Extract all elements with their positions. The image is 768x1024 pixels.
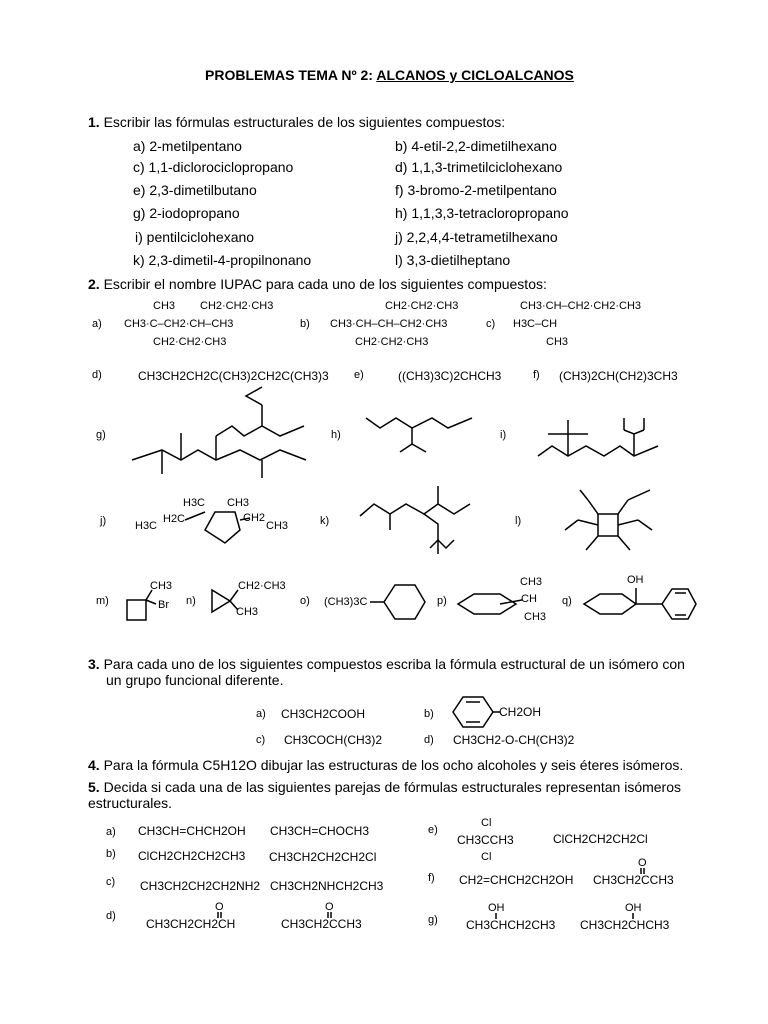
label-n: n) xyxy=(186,595,196,607)
formula-c-main: H3C–CH xyxy=(513,318,558,330)
p-ch: CH xyxy=(521,593,537,605)
label-m: m) xyxy=(96,595,109,607)
label-c: c) xyxy=(486,318,496,330)
formula-e: ((CH3)3C)2CHCH3 xyxy=(398,369,502,383)
formula-b-top: CH2·CH2·CH3 xyxy=(385,300,459,312)
q5-e2: ClCH2CH2CH2Cl xyxy=(553,832,648,846)
m-br: Br xyxy=(158,599,169,611)
question-3: 3. Para cada uno de los siguientes compuestos escriba la fórmula estructural de un isómero con xyxy=(88,656,685,672)
q3-label-d: d) xyxy=(424,734,434,746)
q3-formula-a: CH3CH2COOH xyxy=(281,707,366,721)
list-item: l) 3,3-dietilheptano xyxy=(395,252,511,268)
formula-a-main: CH3·C–CH2·CH–CH3 xyxy=(124,318,234,330)
q5-label-b: b) xyxy=(106,848,116,860)
question-5: 5. Decida si cada una de las siguientes parejas de fórmulas estructurales representan isómeros xyxy=(88,779,681,795)
q5-d1: CH3CH2CH2CH xyxy=(146,917,236,931)
j-h2c: H2C xyxy=(163,513,186,525)
q5-label-d: d) xyxy=(106,910,116,922)
q5-a2: CH3CH=CHOCH3 xyxy=(270,824,370,838)
j-h3c-left: H3C xyxy=(135,520,158,532)
label-p: p) xyxy=(437,595,447,607)
o-substituent: (CH3)3C xyxy=(324,596,368,608)
n-ch2ch3: CH2·CH3 xyxy=(238,580,286,592)
list-item: h) 1,1,3,3-tetracloropropano xyxy=(395,205,569,221)
q5-g-oh2: OH xyxy=(625,902,642,914)
question-3-line2: un grupo funcional diferente. xyxy=(106,672,284,688)
label-l: l) xyxy=(515,515,522,527)
q5-label-c: c) xyxy=(106,876,116,888)
q5-b2: CH3CH2CH2CH2Cl xyxy=(269,850,377,864)
q3-formula-c: CH3COCH(CH3)2 xyxy=(284,733,383,747)
q5-b1: ClCH2CH2CH2CH3 xyxy=(138,849,246,863)
list-item: f) 3-bromo-2-metilpentano xyxy=(395,182,557,198)
question-5-line2: estructurales. xyxy=(88,795,173,811)
q5-e-cl-bot: Cl xyxy=(481,851,492,863)
formula-f: (CH3)2CH(CH2)3CH3 xyxy=(559,369,678,383)
q5-c1: CH3CH2CH2CH2NH2 xyxy=(140,879,261,893)
label-b: b) xyxy=(300,318,310,330)
q3-label-b: b) xyxy=(424,708,434,720)
q5-f2: CH3CH2CCH3 xyxy=(593,873,674,887)
q5-f-o: O xyxy=(638,857,647,869)
q5-label-f: f) xyxy=(428,872,435,884)
list-item: j) 2,2,4,4-tetrametilhexano xyxy=(395,229,558,245)
question-2: 2. Escribir el nombre IUPAC para cada uno de los siguientes compuestos: xyxy=(88,276,547,292)
label-f: f) xyxy=(533,369,540,381)
p-ch3-bot: CH3 xyxy=(524,611,547,623)
formula-c-bot: CH3 xyxy=(546,336,569,348)
q5-c2: CH3CH2NHCH2CH3 xyxy=(270,879,384,893)
q5-d2: CH3CH2CCH3 xyxy=(281,917,362,931)
label-d: d) xyxy=(92,369,102,381)
q5-e-cl-top: Cl xyxy=(481,817,492,829)
q5-g2: CH3CH2CHCH3 xyxy=(580,918,670,932)
list-item: c) 1,1-diclorociclopropano xyxy=(133,159,294,175)
list-item: g) 2-iodopropano xyxy=(133,205,240,221)
q3-label-a: a) xyxy=(256,708,266,720)
page-title: PROBLEMAS TEMA Nº 2: ALCANOS y CICLOALCANOS xyxy=(205,67,574,83)
list-item: d) 1,1,3-trimetilciclohexano xyxy=(395,159,563,175)
label-k: k) xyxy=(320,515,330,527)
q3-formula-b: CH2OH xyxy=(499,705,542,719)
j-ch3-right: CH3 xyxy=(266,520,289,532)
q5-d-o1: O xyxy=(215,901,224,913)
formula-b-main: CH3·CH–CH–CH2·CH3 xyxy=(330,318,448,330)
label-q: q) xyxy=(562,595,572,607)
q5-label-e: e) xyxy=(428,824,438,836)
list-item: e) 2,3-dimetilbutano xyxy=(133,182,257,198)
formula-b-bot: CH2·CH2·CH3 xyxy=(355,336,429,348)
label-h: h) xyxy=(331,429,341,441)
label-a: a) xyxy=(92,318,102,330)
q5-d-o2: O xyxy=(325,901,334,913)
q3-label-c: c) xyxy=(256,734,266,746)
label-e: e) xyxy=(354,369,364,381)
formula-c-top: CH3·CH–CH2·CH2·CH3 xyxy=(520,300,642,312)
question-4: 4. Para la fórmula C5H12O dibujar las estructuras de los ocho alcoholes y seis éteres isómeros. xyxy=(88,757,684,773)
j-ch2: CH2 xyxy=(243,512,266,524)
q5-label-g: g) xyxy=(428,914,438,926)
formula-a-top2: CH2·CH2·CH3 xyxy=(200,300,274,312)
p-ch3-top: CH3 xyxy=(520,576,543,588)
q5-label-a: a) xyxy=(106,826,116,838)
label-i: i) xyxy=(500,429,507,441)
question-1: 1. Escribir las fórmulas estructurales de los siguientes compuestos: xyxy=(88,114,506,130)
q5-a1: CH3CH=CHCH2OH xyxy=(138,824,246,838)
formula-d: CH3CH2CH2C(CH3)2CH2C(CH3)3 xyxy=(138,369,329,383)
q-oh: OH xyxy=(627,574,644,586)
list-item: b) 4-etil-2,2-dimetilhexano xyxy=(395,138,557,154)
m-ch3: CH3 xyxy=(150,580,173,592)
j-ch3-top: CH3 xyxy=(227,497,250,509)
q5-g1: CH3CHCH2CH3 xyxy=(466,918,556,932)
list-item: k) 2,3-dimetil-4-propilnonano xyxy=(133,252,312,268)
label-o: o) xyxy=(300,595,310,607)
formula-a-top1: CH3 xyxy=(153,300,176,312)
formula-a-bot: CH2·CH2·CH3 xyxy=(153,336,227,348)
label-g: g) xyxy=(96,429,106,441)
q5-f1: CH2=CHCH2CH2OH xyxy=(459,873,574,887)
q5-e-mid: CH3CCH3 xyxy=(457,833,514,847)
q5-g-oh1: OH xyxy=(488,902,505,914)
q3-formula-d: CH3CH2-O-CH(CH3)2 xyxy=(453,733,575,747)
list-item: i) pentilciclohexano xyxy=(135,229,255,245)
list-item: a) 2-metilpentano xyxy=(133,138,242,154)
j-h3c-top: H3C xyxy=(183,497,206,509)
n-ch3: CH3 xyxy=(236,606,259,618)
label-j: j) xyxy=(100,515,107,527)
